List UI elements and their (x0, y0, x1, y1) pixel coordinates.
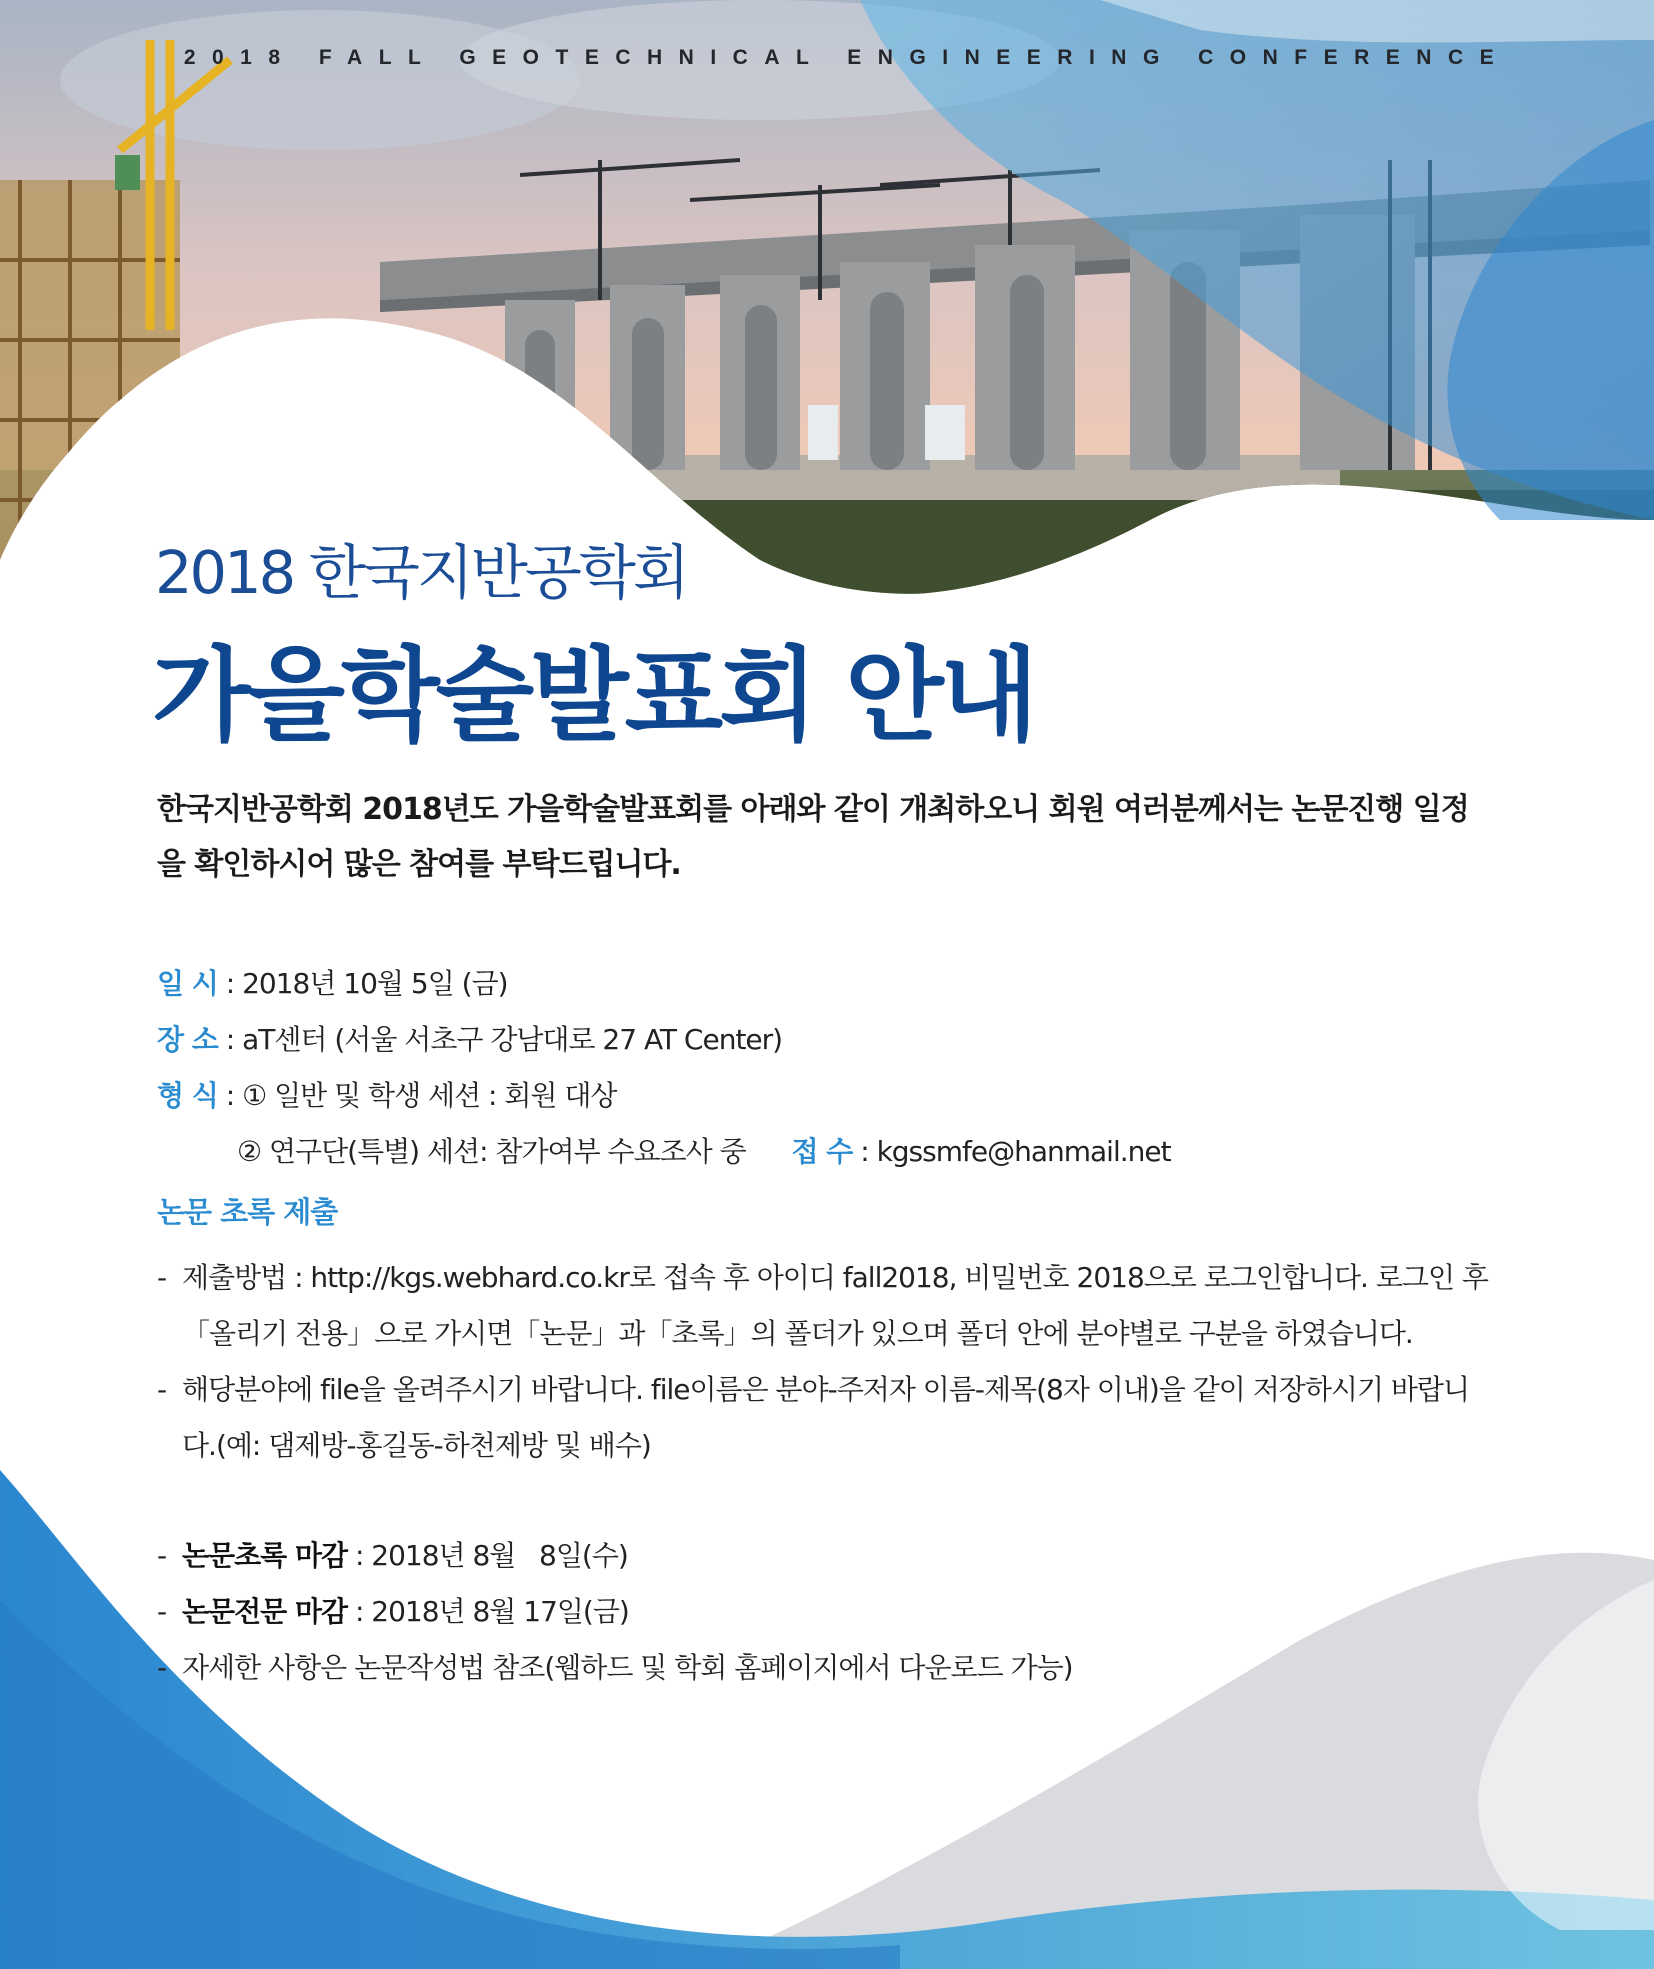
intro-paragraph (157, 782, 1517, 892)
intro-line-1: 한국지반공학회 2018년도 가을학술발표회를 아래와 같이 개최하오니 회원 여러분께서는 논문진행 일정 (157, 792, 1469, 827)
format-label: 형 식 (157, 1079, 218, 1112)
venue-row (157, 1012, 1537, 1068)
venue-label: 장 소 (157, 1023, 218, 1056)
list-item-method: - 제출방법 : http://kgs.webhard.co.kr로 접속 후 아이디 fall2018, 비밀번호 2018으로 로그인합니다. 로그인 후 「올리기 전용」으로 가시면「논문」과「초록」의 폴더가 있으며 폴더 안에 분야별로 구분을 하였습니다. (157, 1250, 1497, 1362)
abstract-deadline-value: : 2018년 8월 8일(수) (347, 1539, 628, 1572)
format-value-1: : ① 일반 및 학생 세션 : 회원 대상 (217, 1079, 617, 1112)
file-line-2: 다.(예: 댐제방-홍길동-하천제방 및 배수) (182, 1429, 651, 1462)
abstract-deadline-label: 논문초록 마감 (182, 1539, 348, 1572)
format-row-2 (157, 1124, 1537, 1180)
venue-value: : aT센터 (서울 서초구 강남대로 27 AT Center) (217, 1023, 783, 1056)
intro-line-2: 을 확인하시어 많은 참여를 부탁드립니다. (157, 847, 681, 882)
file-line-1: 해당분야에 file을 올려주시기 바랍니다. file이름은 분야-주저자 이름-제목(8자 이내)을 같이 저장하시기 바랍니 (182, 1373, 1470, 1406)
full-deadline-label: 논문전문 마감 (182, 1595, 348, 1628)
details-text: 자세한 사항은 논문작성법 참조(웹하드 및 학회 홈페이지에서 다운로드 가능) (182, 1651, 1073, 1684)
list-item-details: - 자세한 사항은 논문작성법 참조(웹하드 및 학회 홈페이지에서 다운로드 가능) (157, 1640, 1497, 1696)
format-value-2: ② 연구단(특별) 세션: 참가여부 수요조사 중 (237, 1135, 746, 1168)
date-row (157, 956, 1537, 1012)
submission-heading: 논문 초록 제출 (157, 1195, 338, 1229)
contact-email[interactable]: : kgssmfe@hanmail.net (852, 1135, 1171, 1168)
title-line-1: 2018 한국지반공학회 (155, 538, 687, 607)
full-deadline-value: : 2018년 8월 17일(금) (347, 1595, 629, 1628)
list-item-file: - 해당분야에 file을 올려주시기 바랍니다. file이름은 분야-주저자 이름-제목(8자 이내)을 같이 저장하시기 바랍니 다.(예: 댐제방-홍길동-하천제방 및 배수) (157, 1362, 1497, 1474)
contact-label: 접 수 (791, 1135, 853, 1168)
submission-notes (157, 1250, 1497, 1696)
list-item-full-deadline: - 논문전문 마감 : 2018년 8월 17일(금) (157, 1595, 629, 1628)
conference-eyebrow: 2018 FALL GEOTECHNICAL ENGINEERING CONFERENCE (183, 46, 1511, 69)
event-info (157, 956, 1537, 1180)
list-item-abstract-deadline: - 논문초록 마감 : 2018년 8월 8일(수) (157, 1539, 628, 1572)
date-label: 일 시 (157, 967, 218, 1000)
page-title: 가을학술발표회 안내 (152, 637, 1035, 756)
date-value: : 2018년 10월 5일 (금) (217, 967, 508, 1000)
method-line-1: 제출방법 : http://kgs.webhard.co.kr로 접속 후 아이디 fall2018, 비밀번호 2018으로 로그인합니다. 로그인 후 (182, 1261, 1488, 1294)
method-line-2: 「올리기 전용」으로 가시면「논문」과「초록」의 폴더가 있으며 폴더 안에 분야별로 구분을 하였습니다. (182, 1317, 1413, 1350)
format-row (157, 1068, 1537, 1124)
